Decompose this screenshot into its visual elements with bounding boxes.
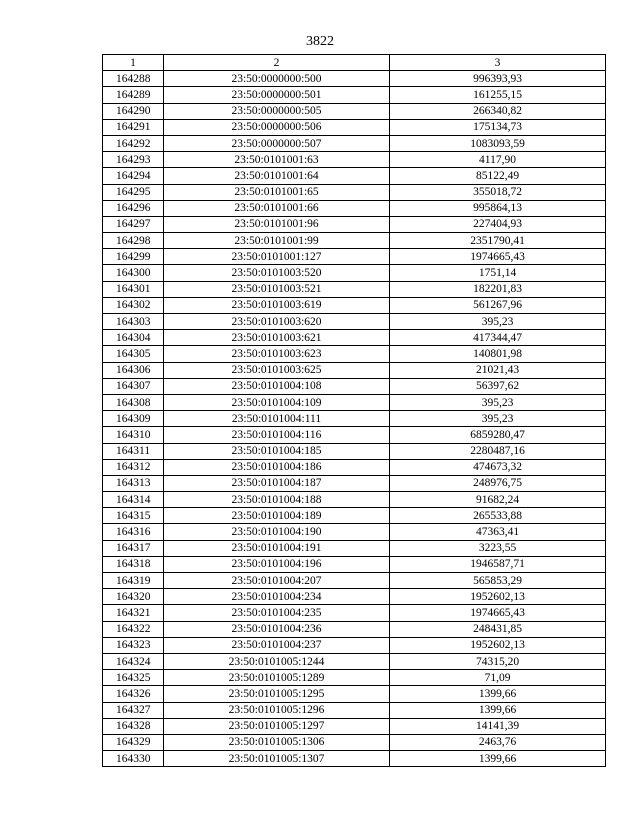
cell-value: 1399,66 <box>390 686 606 702</box>
cell-value: 85122,49 <box>390 168 606 184</box>
cell-value: 248431,85 <box>390 621 606 637</box>
cell-number: 164299 <box>103 249 164 265</box>
table-row <box>103 200 606 216</box>
cell-cadastral-number: 23:50:0101001:99 <box>164 233 390 249</box>
cell-value: 474673,32 <box>390 459 606 475</box>
table-row <box>103 605 606 621</box>
table-row <box>103 670 606 686</box>
table-row <box>103 249 606 265</box>
table-row <box>103 314 606 330</box>
cell-value: 1974665,43 <box>390 605 606 621</box>
cell-value: 3223,55 <box>390 540 606 556</box>
cell-cadastral-number: 23:50:0101005:1297 <box>164 718 390 734</box>
cell-number: 164300 <box>103 265 164 281</box>
table-row <box>103 87 606 103</box>
cell-cadastral-number: 23:50:0101004:196 <box>164 556 390 572</box>
cell-cadastral-number: 23:50:0101001:63 <box>164 152 390 168</box>
cell-number: 164290 <box>103 103 164 119</box>
cell-value: 1399,66 <box>390 702 606 718</box>
cell-cadastral-number: 23:50:0101004:236 <box>164 621 390 637</box>
table-row <box>103 330 606 346</box>
cell-number: 164307 <box>103 378 164 394</box>
table-row <box>103 378 606 394</box>
cell-number: 164314 <box>103 492 164 508</box>
table-row <box>103 475 606 491</box>
cell-number: 164327 <box>103 702 164 718</box>
cell-value: 2351790,41 <box>390 233 606 249</box>
table-row <box>103 427 606 443</box>
cell-cadastral-number: 23:50:0101004:116 <box>164 427 390 443</box>
cell-cadastral-number: 23:50:0101005:1289 <box>164 670 390 686</box>
cell-number: 164320 <box>103 589 164 605</box>
cell-value: 140801,98 <box>390 346 606 362</box>
cell-number: 164316 <box>103 524 164 540</box>
cell-number: 164298 <box>103 233 164 249</box>
cell-cadastral-number: 23:50:0000000:507 <box>164 135 390 151</box>
cell-number: 164326 <box>103 686 164 702</box>
cell-cadastral-number: 23:50:0101005:1306 <box>164 734 390 750</box>
cell-cadastral-number: 23:50:0101003:625 <box>164 362 390 378</box>
column-header-1: 1 <box>103 55 164 71</box>
cell-number: 164313 <box>103 475 164 491</box>
cell-value: 995864,13 <box>390 200 606 216</box>
cell-value: 56397,62 <box>390 378 606 394</box>
column-header-2: 2 <box>164 55 390 71</box>
cell-cadastral-number: 23:50:0101005:1244 <box>164 653 390 669</box>
cell-value: 227404,93 <box>390 216 606 232</box>
cell-number: 164306 <box>103 362 164 378</box>
cell-cadastral-number: 23:50:0101003:520 <box>164 265 390 281</box>
cell-value: 561267,96 <box>390 297 606 313</box>
cell-cadastral-number: 23:50:0000000:501 <box>164 87 390 103</box>
cell-cadastral-number: 23:50:0101005:1307 <box>164 751 390 767</box>
table-row <box>103 411 606 427</box>
table-row <box>103 394 606 410</box>
cell-cadastral-number: 23:50:0101004:109 <box>164 394 390 410</box>
cell-cadastral-number: 23:50:0101004:185 <box>164 443 390 459</box>
cell-cadastral-number: 23:50:0101004:190 <box>164 524 390 540</box>
table-row <box>103 362 606 378</box>
cell-value: 1952602,13 <box>390 589 606 605</box>
cell-cadastral-number: 23:50:0101004:108 <box>164 378 390 394</box>
table-row <box>103 540 606 556</box>
cell-number: 164312 <box>103 459 164 475</box>
table-row <box>103 71 606 87</box>
cell-value: 265533,88 <box>390 508 606 524</box>
cell-value: 2463,76 <box>390 734 606 750</box>
cell-number: 164308 <box>103 394 164 410</box>
cell-value: 161255,15 <box>390 87 606 103</box>
cell-number: 164296 <box>103 200 164 216</box>
cell-number: 164293 <box>103 152 164 168</box>
cell-value: 1083093,59 <box>390 135 606 151</box>
cell-cadastral-number: 23:50:0101004:111 <box>164 411 390 427</box>
cell-number: 164330 <box>103 751 164 767</box>
cell-number: 164311 <box>103 443 164 459</box>
cell-cadastral-number: 23:50:0000000:500 <box>164 71 390 87</box>
cell-cadastral-number: 23:50:0101004:235 <box>164 605 390 621</box>
cell-value: 6859280,47 <box>390 427 606 443</box>
table-row <box>103 508 606 524</box>
cell-number: 164325 <box>103 670 164 686</box>
table-row <box>103 184 606 200</box>
cell-number: 164324 <box>103 653 164 669</box>
table-row <box>103 103 606 119</box>
cell-value: 1946587,71 <box>390 556 606 572</box>
cell-cadastral-number: 23:50:0101004:234 <box>164 589 390 605</box>
table-row <box>103 281 606 297</box>
cell-number: 164291 <box>103 119 164 135</box>
cell-cadastral-number: 23:50:0101004:188 <box>164 492 390 508</box>
cell-value: 71,09 <box>390 670 606 686</box>
cell-number: 164322 <box>103 621 164 637</box>
table-row <box>103 216 606 232</box>
table-row <box>103 346 606 362</box>
cell-value: 2280487,16 <box>390 443 606 459</box>
cell-number: 164315 <box>103 508 164 524</box>
cell-value: 395,23 <box>390 411 606 427</box>
table-row <box>103 524 606 540</box>
cell-value: 14141,39 <box>390 718 606 734</box>
cell-value: 565853,29 <box>390 573 606 589</box>
cell-number: 164329 <box>103 734 164 750</box>
table-header-row <box>103 55 606 71</box>
cell-number: 164310 <box>103 427 164 443</box>
cell-number: 164321 <box>103 605 164 621</box>
table-row <box>103 621 606 637</box>
table-row <box>103 459 606 475</box>
table-row <box>103 265 606 281</box>
cell-number: 164297 <box>103 216 164 232</box>
cell-cadastral-number: 23:50:0101004:207 <box>164 573 390 589</box>
cell-value: 417344,47 <box>390 330 606 346</box>
cell-cadastral-number: 23:50:0101003:621 <box>164 330 390 346</box>
cell-number: 164318 <box>103 556 164 572</box>
cell-cadastral-number: 23:50:0101004:237 <box>164 637 390 653</box>
table-row <box>103 492 606 508</box>
cell-cadastral-number: 23:50:0101005:1296 <box>164 702 390 718</box>
table-row <box>103 233 606 249</box>
cell-number: 164288 <box>103 71 164 87</box>
cell-value: 266340,82 <box>390 103 606 119</box>
cell-number: 164319 <box>103 573 164 589</box>
cell-number: 164328 <box>103 718 164 734</box>
cell-value: 21021,43 <box>390 362 606 378</box>
cell-cadastral-number: 23:50:0101003:521 <box>164 281 390 297</box>
column-header-3: 3 <box>390 55 606 71</box>
cell-value: 175134,73 <box>390 119 606 135</box>
cell-number: 164305 <box>103 346 164 362</box>
cell-cadastral-number: 23:50:0101005:1295 <box>164 686 390 702</box>
table-header <box>103 55 606 71</box>
table-row <box>103 152 606 168</box>
cell-value: 1952602,13 <box>390 637 606 653</box>
cell-number: 164295 <box>103 184 164 200</box>
cell-number: 164294 <box>103 168 164 184</box>
table-row <box>103 297 606 313</box>
table-row <box>103 718 606 734</box>
cell-number: 164309 <box>103 411 164 427</box>
cell-cadastral-number: 23:50:0101004:187 <box>164 475 390 491</box>
cell-value: 4117,90 <box>390 152 606 168</box>
cell-value: 355018,72 <box>390 184 606 200</box>
data-table <box>102 54 606 767</box>
cell-value: 182201,83 <box>390 281 606 297</box>
cell-number: 164302 <box>103 297 164 313</box>
table-row <box>103 556 606 572</box>
table-row <box>103 168 606 184</box>
cell-number: 164317 <box>103 540 164 556</box>
cell-cadastral-number: 23:50:0101001:127 <box>164 249 390 265</box>
table-row <box>103 686 606 702</box>
cell-cadastral-number: 23:50:0101003:619 <box>164 297 390 313</box>
cell-cadastral-number: 23:50:0101004:191 <box>164 540 390 556</box>
cell-value: 248976,75 <box>390 475 606 491</box>
cell-cadastral-number: 23:50:0101001:65 <box>164 184 390 200</box>
cell-value: 1399,66 <box>390 751 606 767</box>
page-number: 3822 <box>306 34 334 49</box>
cell-value: 1751,14 <box>390 265 606 281</box>
table-row <box>103 637 606 653</box>
table-row <box>103 751 606 767</box>
cell-number: 164292 <box>103 135 164 151</box>
cell-cadastral-number: 23:50:0101004:186 <box>164 459 390 475</box>
table-row <box>103 734 606 750</box>
cell-cadastral-number: 23:50:0000000:506 <box>164 119 390 135</box>
table-row <box>103 589 606 605</box>
cell-value: 395,23 <box>390 314 606 330</box>
cell-value: 395,23 <box>390 394 606 410</box>
cell-number: 164289 <box>103 87 164 103</box>
table-row <box>103 653 606 669</box>
cell-cadastral-number: 23:50:0101003:623 <box>164 346 390 362</box>
cell-number: 164303 <box>103 314 164 330</box>
cell-cadastral-number: 23:50:0101001:64 <box>164 168 390 184</box>
table-row <box>103 702 606 718</box>
table-row <box>103 443 606 459</box>
table-body <box>103 71 606 767</box>
cell-cadastral-number: 23:50:0101001:66 <box>164 200 390 216</box>
cell-number: 164301 <box>103 281 164 297</box>
cell-cadastral-number: 23:50:0101004:189 <box>164 508 390 524</box>
cell-value: 47363,41 <box>390 524 606 540</box>
cell-cadastral-number: 23:50:0000000:505 <box>164 103 390 119</box>
cell-value: 996393,93 <box>390 71 606 87</box>
table-row <box>103 573 606 589</box>
cell-value: 74315,20 <box>390 653 606 669</box>
cell-cadastral-number: 23:50:0101001:96 <box>164 216 390 232</box>
table-row <box>103 119 606 135</box>
table-row <box>103 135 606 151</box>
cell-number: 164323 <box>103 637 164 653</box>
cell-value: 91682,24 <box>390 492 606 508</box>
cell-number: 164304 <box>103 330 164 346</box>
cell-value: 1974665,43 <box>390 249 606 265</box>
cell-cadastral-number: 23:50:0101003:620 <box>164 314 390 330</box>
